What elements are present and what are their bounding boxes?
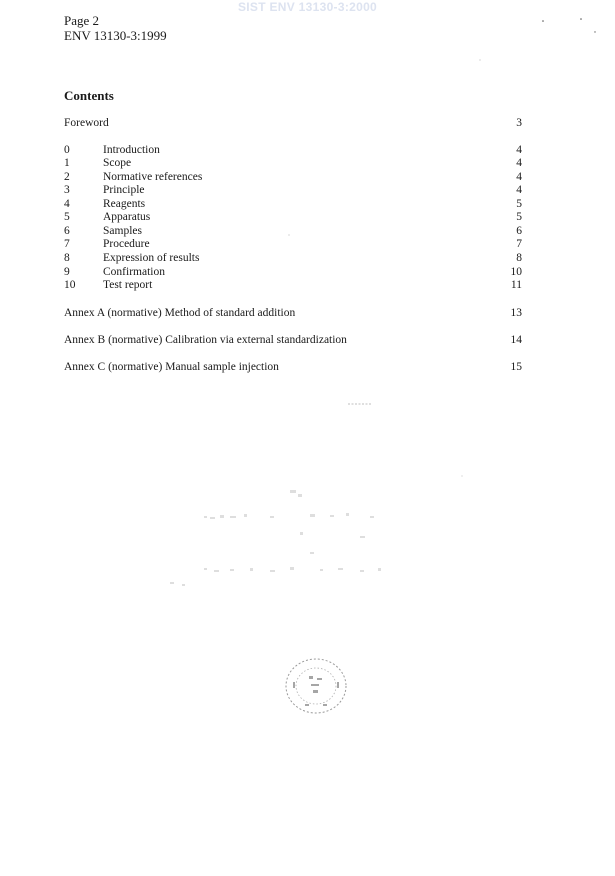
toc-entry-annex-c[interactable] — [64, 360, 522, 374]
toc-entry-number: 6 — [64, 225, 70, 237]
toc-entry-number: 0 — [64, 144, 70, 156]
toc-entry-annex-a[interactable] — [64, 306, 522, 320]
toc-entry-introduction[interactable] — [64, 143, 522, 157]
toc-entry-apparatus[interactable] — [64, 210, 522, 224]
toc-entry-title: Scope — [103, 157, 132, 169]
toc-entry-page: 4 — [516, 157, 522, 169]
toc-entry-title: Samples — [103, 225, 142, 237]
page-number-label: Page 2 — [64, 13, 100, 28]
toc-entry-number: 9 — [64, 266, 70, 278]
toc-entry-title: Apparatus — [103, 211, 151, 223]
toc-entry-title: Test report — [103, 279, 153, 291]
toc-entry-title: Annex B (normative) Calibration via external standardization — [64, 334, 347, 346]
toc-entry-title: Reagents — [103, 198, 146, 210]
seal-stamp — [283, 656, 349, 716]
toc-entry-title: Confirmation — [103, 266, 165, 278]
toc-entry-samples[interactable] — [64, 224, 522, 238]
toc-entry-title: Principle — [103, 184, 145, 196]
toc-entry-title: Normative references — [103, 171, 203, 183]
toc-entry-page: 14 — [510, 334, 522, 346]
toc-entry-page: 7 — [516, 238, 522, 250]
toc-entry-page: 13 — [510, 307, 522, 319]
toc-entry-page: 8 — [516, 252, 522, 264]
toc-entry-foreword[interactable] — [64, 116, 522, 130]
toc-entry-number: 5 — [64, 211, 70, 223]
toc-entry-principle[interactable] — [64, 183, 522, 197]
toc-entry-page: 11 — [510, 279, 522, 291]
toc-entry-annex-b[interactable] — [64, 333, 522, 347]
toc-entry-number: 1 — [64, 157, 70, 169]
bleed-through-smudge — [160, 480, 400, 600]
watermark: SIST ENV 13130-3:2000 — [237, 0, 378, 14]
toc-entry-page: 3 — [516, 117, 522, 129]
toc-entry-test-report[interactable] — [64, 278, 522, 292]
toc-entry-page: 6 — [516, 225, 522, 237]
toc-entry-number: 10 — [64, 279, 76, 291]
toc-entry-number: 8 — [64, 252, 70, 264]
toc-entry-expression-of-results[interactable] — [64, 251, 522, 265]
toc-entry-title: Introduction — [103, 144, 160, 156]
toc-entry-normative-references[interactable] — [64, 170, 522, 184]
toc-entry-title: Foreword — [64, 117, 109, 129]
page-header — [64, 13, 167, 43]
toc-entry-number: 7 — [64, 238, 70, 250]
toc-entry-scope[interactable] — [64, 156, 522, 170]
toc-entry-title: Expression of results — [103, 252, 200, 264]
toc-entry-page: 15 — [510, 361, 522, 373]
toc-entry-page: 10 — [510, 266, 522, 278]
toc-entry-page: 5 — [516, 198, 522, 210]
toc-entry-title: Annex A (normative) Method of standard addition — [64, 307, 296, 319]
toc-entry-page: 4 — [516, 184, 522, 196]
contents-heading: Contents — [64, 88, 114, 103]
toc-entry-title: Procedure — [103, 238, 150, 250]
toc-entry-page: 4 — [516, 144, 522, 156]
standard-designation: ENV 13130-3:1999 — [64, 28, 167, 43]
toc-entry-confirmation[interactable] — [64, 265, 522, 279]
toc-entry-page: 5 — [516, 211, 522, 223]
toc-entry-title: Annex C (normative) Manual sample injection — [64, 361, 279, 373]
toc-entry-reagents[interactable] — [64, 197, 522, 211]
toc-entry-number: 3 — [64, 184, 70, 196]
toc-entry-page: 4 — [516, 171, 522, 183]
toc-entry-procedure[interactable] — [64, 237, 522, 251]
toc-entry-number: 2 — [64, 171, 70, 183]
toc-entry-number: 4 — [64, 198, 70, 210]
